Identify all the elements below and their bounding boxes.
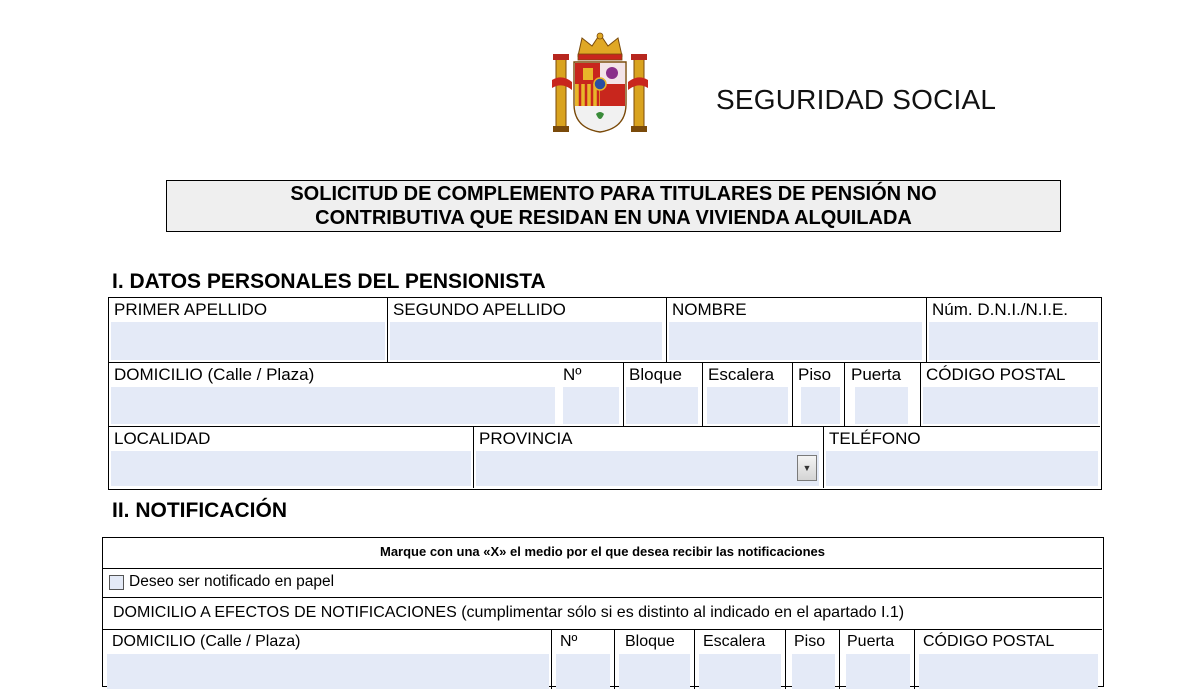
paper-option-label: Deseo ser notificado en papel — [129, 573, 335, 590]
localidad-cell — [109, 426, 473, 488]
notif-escalera-input[interactable] — [699, 654, 781, 689]
personal-data-grid — [108, 297, 1102, 490]
puerta-label: Puerta — [851, 365, 902, 384]
domicilio-cell — [109, 362, 557, 426]
notif-puerta-input[interactable] — [846, 654, 910, 689]
notif-domicilio-label: DOMICILIO (Calle / Plaza) — [112, 633, 301, 650]
escalera-cell — [702, 362, 792, 426]
form-title-line1: SOLICITUD DE COMPLEMENTO PARA TITULARES DE PENSIÓN NO — [290, 183, 937, 205]
notif-piso-input[interactable] — [792, 654, 835, 689]
section-heading-personal-data: I. DATOS PERSONALES DEL PENSIONISTA — [112, 270, 546, 293]
localidad-input[interactable] — [111, 451, 471, 486]
paper-notification-checkbox[interactable] — [109, 575, 124, 590]
provincia-select[interactable] — [476, 451, 819, 486]
notification-instruction: Marque con una «X» el medio por el que desea recibir las notificaciones — [379, 544, 826, 559]
codigo-postal-label: CÓDIGO POSTAL — [926, 365, 1066, 384]
piso-cell — [792, 362, 844, 426]
notif-numero-input[interactable] — [556, 654, 610, 689]
notif-escalera-cell — [694, 629, 785, 689]
numero-input[interactable] — [563, 387, 619, 424]
notif-codigo-postal-input[interactable] — [919, 654, 1098, 689]
notif-domicilio-cell — [103, 629, 551, 689]
domicilio-label: DOMICILIO (Calle / Plaza) — [114, 365, 315, 384]
form-title-line2: CONTRIBUTIVA QUE RESIDAN EN UNA VIVIENDA ALQUILADA — [315, 207, 912, 229]
address-note-row — [103, 597, 1102, 629]
section-heading-notification: II. NOTIFICACIÓN — [112, 499, 287, 522]
provincia-label: PROVINCIA — [479, 429, 573, 448]
nombre-cell — [666, 298, 926, 362]
notif-puerta-cell — [839, 629, 914, 689]
notif-puerta-label: Puerta — [847, 633, 895, 650]
localidad-label: LOCALIDAD — [114, 429, 211, 448]
domicilio-input[interactable] — [111, 387, 555, 424]
piso-label: Piso — [798, 365, 832, 384]
address-note: DOMICILIO A EFECTOS DE NOTIFICACIONES (cumplimentar sólo si es distinto al indicado en el apartado I.1) — [113, 604, 905, 621]
provincia-dropdown-button[interactable] — [797, 455, 817, 481]
notif-domicilio-input[interactable] — [107, 654, 549, 689]
form-title — [166, 180, 1061, 232]
chevron-down-icon: ▼ — [802, 463, 812, 473]
codigo-postal-cell — [920, 362, 1100, 426]
dni-label: Núm. D.N.I./N.I.E. — [932, 300, 1069, 319]
escalera-label: Escalera — [708, 365, 775, 384]
notification-grid — [102, 537, 1104, 687]
primer-apellido-input[interactable] — [111, 322, 385, 360]
nombre-input[interactable] — [669, 322, 922, 360]
piso-input[interactable] — [801, 387, 840, 424]
notif-numero-cell — [551, 629, 614, 689]
primer-apellido-cell — [109, 298, 387, 362]
organization-name: SEGURIDAD SOCIAL — [716, 84, 997, 115]
notif-escalera-label: Escalera — [703, 633, 766, 650]
notif-codigo-postal-cell — [914, 629, 1102, 689]
notif-numero-label: Nº — [560, 633, 578, 650]
notif-bloque-label: Bloque — [625, 633, 675, 650]
bloque-label: Bloque — [629, 365, 682, 384]
escalera-input[interactable] — [707, 387, 788, 424]
numero-label: Nº — [563, 365, 582, 384]
notif-codigo-postal-label: CÓDIGO POSTAL — [923, 633, 1055, 650]
codigo-postal-input[interactable] — [923, 387, 1098, 424]
dni-cell — [926, 298, 1100, 362]
notif-bloque-input[interactable] — [619, 654, 690, 689]
segundo-apellido-label: SEGUNDO APELLIDO — [393, 300, 566, 319]
telefono-input[interactable] — [826, 451, 1098, 486]
notif-piso-cell — [785, 629, 839, 689]
telefono-label: TELÉFONO — [829, 429, 921, 448]
primer-apellido-label: PRIMER APELLIDO — [114, 300, 268, 319]
nombre-label: NOMBRE — [672, 300, 747, 319]
spain-coat-of-arms-logo — [552, 32, 648, 136]
notif-bloque-cell — [614, 629, 694, 689]
notification-instruction-row — [103, 538, 1102, 568]
bloque-input[interactable] — [626, 387, 698, 424]
puerta-cell — [844, 362, 920, 426]
puerta-input[interactable] — [855, 387, 908, 424]
bloque-cell — [623, 362, 702, 426]
segundo-apellido-cell — [387, 298, 666, 362]
numero-cell — [557, 362, 623, 426]
telefono-cell — [823, 426, 1100, 488]
segundo-apellido-input[interactable] — [390, 322, 662, 360]
paper-option-row — [103, 568, 1102, 597]
provincia-cell — [473, 426, 823, 488]
dni-input[interactable] — [929, 322, 1098, 360]
notif-piso-label: Piso — [794, 633, 826, 650]
